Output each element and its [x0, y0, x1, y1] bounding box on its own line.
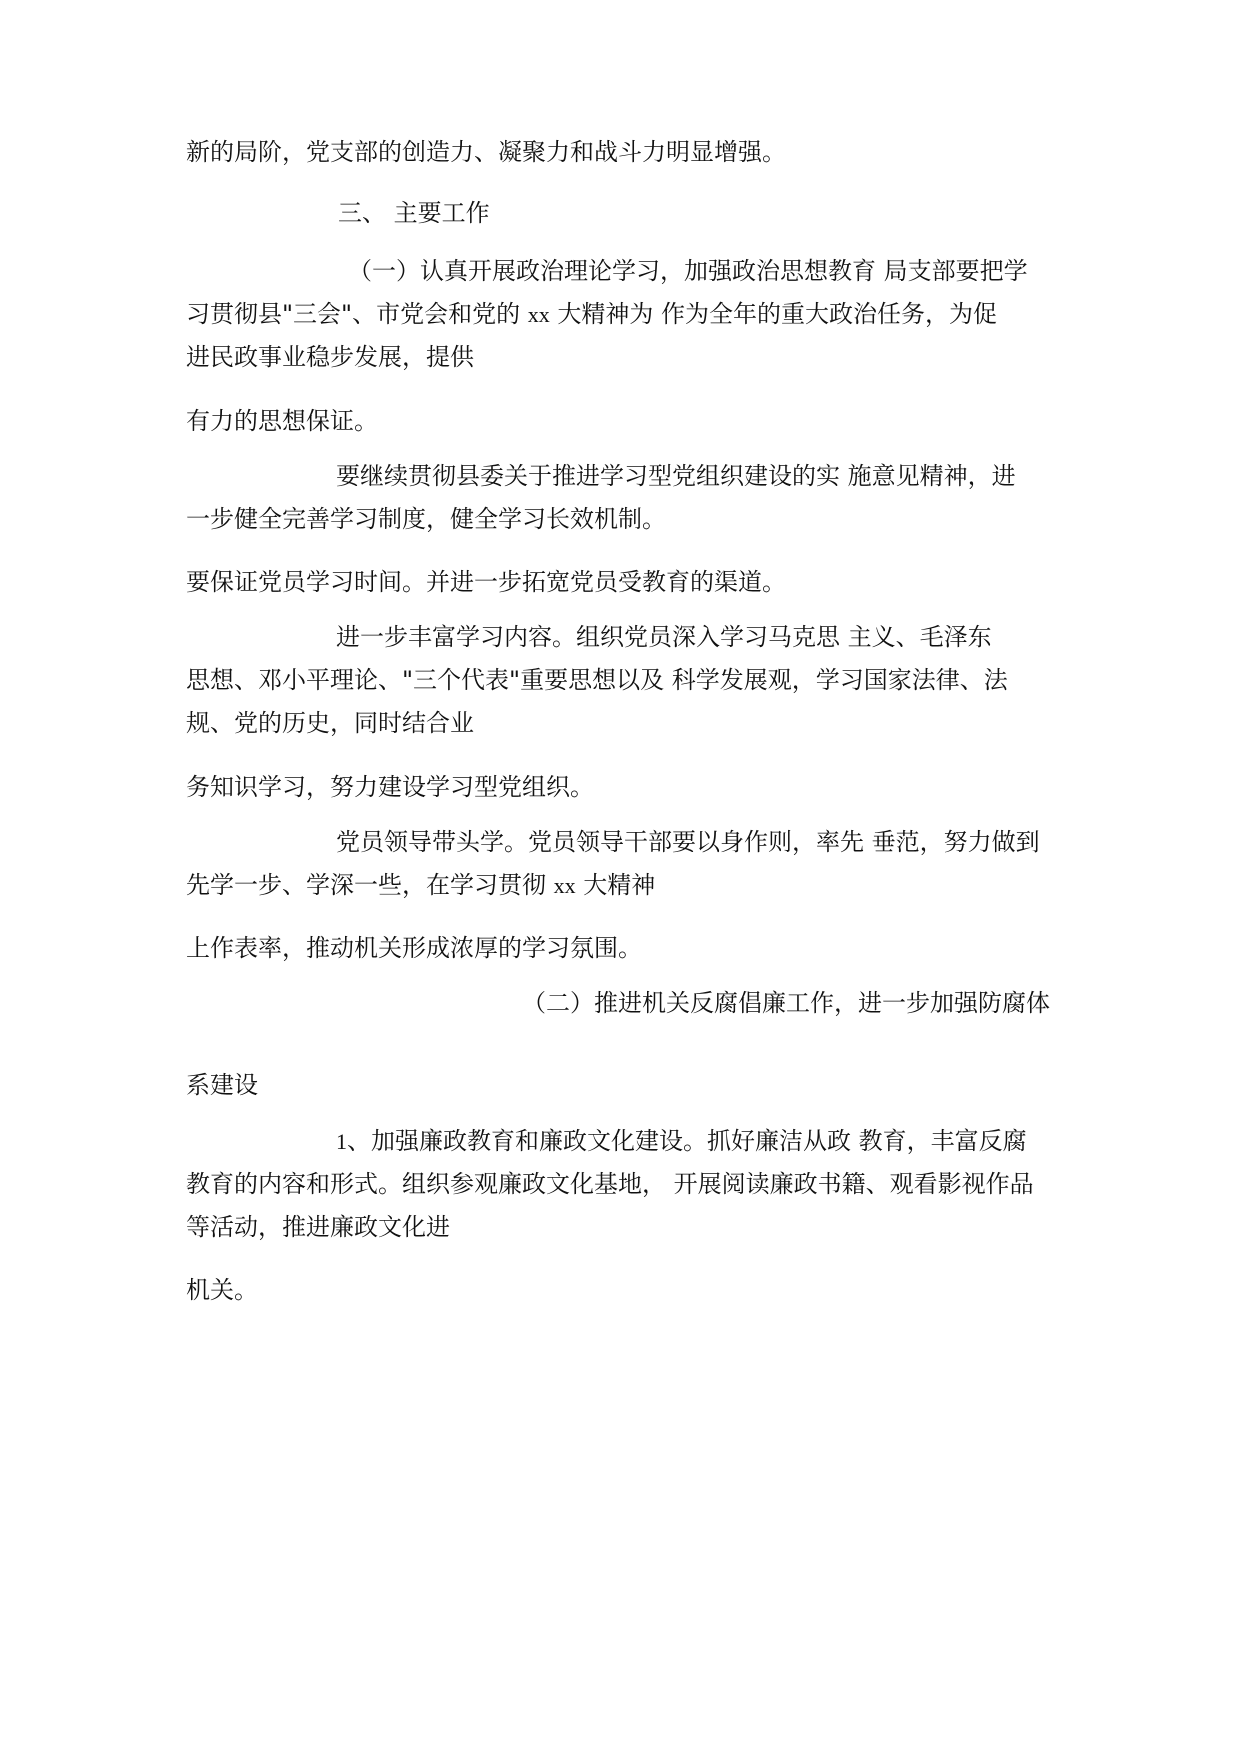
paragraph-line: 上作表率，推动机关形成浓厚的学习氛围。: [186, 934, 642, 962]
paragraph-line: 机关。: [186, 1276, 258, 1304]
paragraph-line: 进民政事业稳步发展，提供: [186, 343, 474, 371]
paragraph-line: 务知识学习，努力建设学习型党组织。: [186, 773, 594, 801]
paragraph-line: 系建设: [186, 1071, 258, 1099]
text-run: 大精神为 作为全年的重大政治任务，为促: [549, 300, 997, 328]
text-run: 大精神: [575, 871, 656, 899]
paragraph-line: （二）推进机关反腐倡廉工作，进一步加强防腐体: [522, 989, 1050, 1017]
paragraph-line: 要保证党员学习时间。并进一步拓宽党员受教育的渠道。: [186, 568, 786, 596]
paragraph-line: 等活动，推进廉政文化进: [186, 1213, 450, 1241]
paragraph-line: 进一步丰富学习内容。组织党员深入学习马克思 主义、毛泽东: [336, 623, 992, 651]
paragraph-line: 有力的思想保证。: [186, 407, 378, 435]
paragraph-line: 新的局阶，党支部的创造力、凝聚力和战斗力明显增强。: [186, 138, 786, 166]
paragraph-line: [336, 1126, 1027, 1157]
paragraph-line: 思想、邓小平理论、"三个代表"重要思想以及 科学发展观，学习国家法律、法: [186, 666, 1008, 694]
paragraph-line: 一步健全完善学习制度，健全学习长效机制。: [186, 505, 666, 533]
paragraph-line: 教育的内容和形式。组织参观廉政文化基地， 开展阅读廉政书籍、观看影视作品: [186, 1170, 1034, 1198]
section-heading: 三、 主要工作: [338, 199, 490, 227]
text-run: xx: [553, 873, 576, 898]
text-run: 先学一步、学深一些，在学习贯彻: [186, 871, 554, 899]
paragraph-line: [186, 299, 997, 330]
paragraph-line: 规、党的历史，同时结合业: [186, 709, 474, 737]
paragraph-line: （一）认真开展政治理论学习，加强政治思想教育 局支部要把学: [348, 257, 1028, 285]
paragraph-line: 要继续贯彻县委关于推进学习型党组织建设的实 施意见精神，进: [336, 462, 1016, 490]
paragraph-line: 党员领导带头学。党员领导干部要以身作则，率先 垂范，努力做到: [336, 828, 1040, 856]
text-run: xx: [527, 302, 550, 327]
text-run: 1: [336, 1129, 347, 1154]
text-run: 、加强廉政教育和廉政文化建设。抓好廉洁从政 教育，丰富反腐: [347, 1127, 1027, 1155]
text-run: 习贯彻县"三会"、市党会和党的: [186, 300, 528, 328]
paragraph-line: [186, 870, 655, 901]
